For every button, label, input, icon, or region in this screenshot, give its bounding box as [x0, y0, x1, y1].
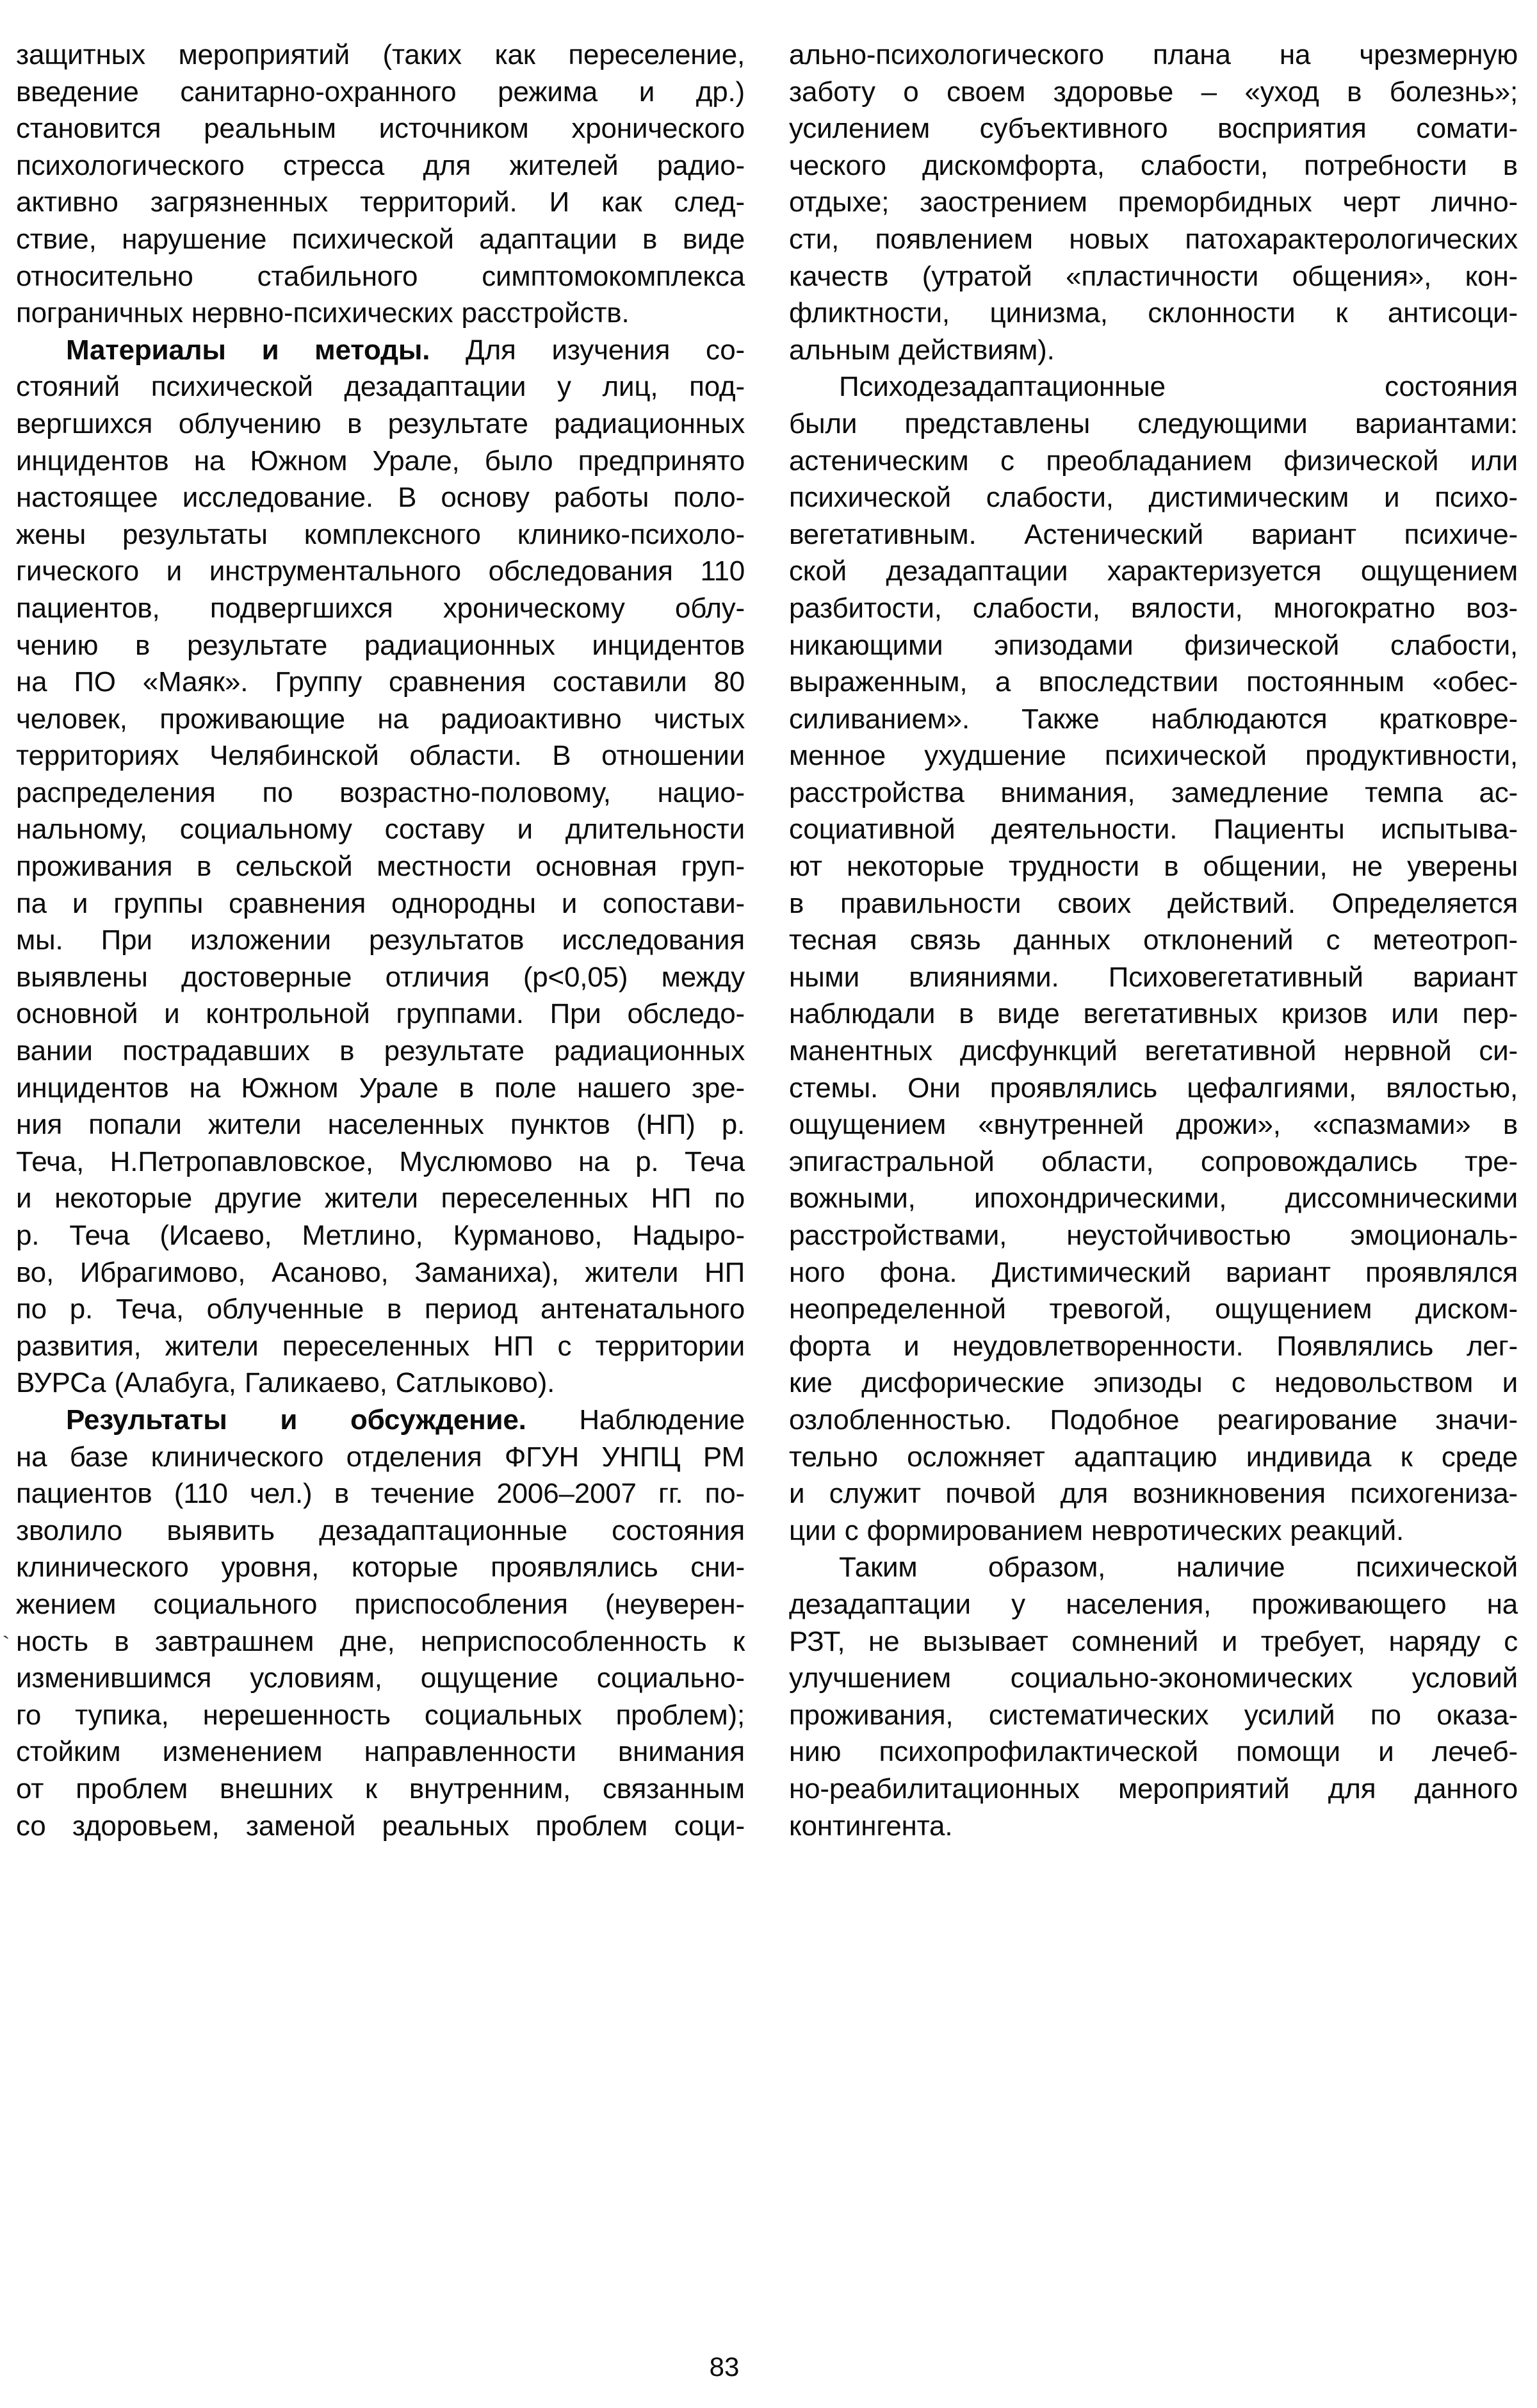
text-line: на ПО «Маяк». Группу сравнения составили 80	[16, 666, 745, 698]
text-line: распределения по возрастно-половому, нацио-	[16, 776, 745, 808]
text-line: вегетативным. Астенический вариант психиче-	[789, 518, 1518, 550]
page-number: 83	[709, 2352, 740, 2382]
text-line: сти, появлением новых патохарактерологических	[789, 223, 1518, 255]
text-line: ния попали жители населенных пунктов (НП) р.	[16, 1109, 745, 1141]
text-line: неопределенной тревогой, ощущением диском-	[789, 1293, 1518, 1325]
text-line: настоящее исследование. В основу работы поло-	[16, 482, 745, 514]
text-line: психологического стресса для жителей радио-	[16, 149, 745, 181]
text-line: человек, проживающие на радиоактивно чистых	[16, 703, 745, 735]
text-line: контингента.	[789, 1810, 953, 1842]
paragraph-run-in-heading: Материалы и методы.	[66, 334, 430, 366]
text-line: дезадаптации у населения, проживающего на	[789, 1588, 1518, 1620]
text-line: тельно осложняет адаптацию индивида к среде	[789, 1441, 1518, 1473]
text-line: наблюдали в виде вегетативных кризов или пер-	[789, 998, 1518, 1030]
text-line: вергшихся облучению в результате радиационных	[16, 407, 745, 439]
text-line: вожными, ипохондрическими, диссомническими	[789, 1183, 1518, 1215]
text-line: Теча, Н.Петропавловское, Муслюмово на р. Теча	[16, 1145, 745, 1177]
text-line: проживания в сельской местности основная груп-	[16, 851, 745, 883]
text-line: фликтности, цинизма, склонности к антисоци-	[789, 297, 1518, 329]
text-line: стемы. Они проявлялись цефалгиями, вялостью,	[789, 1072, 1518, 1104]
text-line: со здоровьем, заменой реальных проблем соци-	[16, 1810, 745, 1842]
text-line: развития, жители переселенных НП с территории	[16, 1330, 745, 1362]
text-line: кие дисфорические эпизоды с недовольством и	[789, 1367, 1518, 1399]
text-line: активно загрязненных территорий. И как след-	[16, 186, 745, 218]
text-line: относительно стабильного симптомокомплекса	[16, 260, 745, 292]
text-line: чению в результате радиационных инцидентов	[16, 629, 745, 661]
text-line: заботу о своем здоровье – «уход в болезнь»;	[789, 76, 1518, 108]
text-line: ально-психологического плана на чрезмерную	[789, 39, 1518, 70]
text-line: го тупика, нерешенность социальных проблем);	[16, 1699, 745, 1731]
text-line: ВУРСа (Алабуга, Галикаево, Сатлыково).	[16, 1367, 555, 1399]
text-line: стояний психической дезадаптации у лиц, под-	[16, 371, 745, 403]
text-line: форта и неудовлетворенности. Появлялись лег-	[789, 1330, 1518, 1362]
text-line: но-реабилитационных мероприятий для данного	[789, 1773, 1518, 1805]
text-line: отдыхе; заострением преморбидных черт лично-	[789, 186, 1518, 218]
text-line: расстройствами, неустойчивостью эмоциональ-	[789, 1220, 1518, 1251]
text-line: и служит почвой для возникновения психогениза-	[789, 1478, 1518, 1510]
text-line: ствие, нарушение психической адаптации в виде	[16, 223, 745, 255]
text-line: р. Теча (Исаево, Метлино, Курманово, Надыро-	[16, 1220, 745, 1251]
paragraph	[789, 37, 1518, 368]
text-line: Психодезадаптационные состояния	[839, 371, 1518, 403]
text-line: ощущением «внутренней дрожи», «спазмами» в	[789, 1109, 1518, 1141]
text-line: психической слабости, дистимическим и психо-	[789, 482, 1518, 514]
text-line: мы. При изложении результатов исследования	[16, 924, 745, 956]
text-line: РЗТ, не вызывает сомнений и требует, наряду с	[789, 1625, 1518, 1657]
text-line: проживания, систематических усилий по оказа-	[789, 1699, 1518, 1731]
text-line: озлобленностью. Подобное реагирование значи-	[789, 1404, 1518, 1436]
text-line: во, Ибрагимово, Асаново, Заманиха), жители НП	[16, 1256, 745, 1288]
text-line: социативной деятельности. Пациенты испытыва-	[789, 814, 1518, 846]
text-line: были представлены следующими вариантами:	[789, 407, 1518, 439]
text-line: эпигастральной области, сопровождались тре-	[789, 1145, 1518, 1177]
text-line: улучшением социально-экономических условий	[789, 1662, 1518, 1694]
paragraph-run-in-heading: Результаты и обсуждение.	[66, 1404, 526, 1436]
text-line: манентных дисфункций вегетативной нервной си-	[789, 1035, 1518, 1067]
text-line: защитных мероприятий (таких как переселение,	[16, 39, 745, 70]
text-line: выраженным, а впоследствии постоянным «обес-	[789, 666, 1518, 698]
text-line: нию психопрофилактической помощи и лечеб-	[789, 1736, 1518, 1768]
text-line: ции с формированием невротических реакций.	[789, 1514, 1404, 1546]
text-line: Таким образом, наличие психической	[839, 1552, 1518, 1584]
text-line: Результаты и обсуждение. Наблюдение	[66, 1404, 745, 1436]
text-line: пациентов, подвергшихся хроническому облу-	[16, 592, 745, 624]
text-line: на базе клинического отделения ФГУН УНПЦ РМ	[16, 1441, 745, 1473]
text-line: территориях Челябинской области. В отношении	[16, 740, 745, 772]
scan-artifact: `	[1, 1632, 13, 1657]
text-line: пациентов (110 чел.) в течение 2006–2007 гг. по-	[16, 1478, 745, 1510]
text-line: вании пострадавших в результате радиационных	[16, 1035, 745, 1067]
text-line: ного фона. Дистимический вариант проявлялся	[789, 1256, 1518, 1288]
text-line: никающими эпизодами физической слабости,	[789, 629, 1518, 661]
text-line: ными влияниями. Психовегетативный вариант	[789, 961, 1518, 993]
text-line: Материалы и методы. Для изучения со-	[66, 334, 745, 366]
text-line: силиванием». Также наблюдаются кратковре-	[789, 703, 1518, 735]
text-line: нальному, социальному составу и длительности	[16, 814, 745, 846]
text-line: па и группы сравнения однородны и сопостави-	[16, 887, 745, 919]
text-line: разбитости, слабости, вялости, многократно воз-	[789, 592, 1518, 624]
text-line: ческого дискомфорта, слабости, потребности в	[789, 149, 1518, 181]
paragraph	[789, 368, 1518, 1549]
column-left	[16, 37, 745, 1844]
text-line: становится реальным источником хронического	[16, 113, 745, 145]
text-line: зволило выявить дезадаптационные состояния	[16, 1514, 745, 1546]
text-line: менное ухудшение психической продуктивности,	[789, 740, 1518, 772]
text-line: жены результаты комплексного клинико-психоло-	[16, 518, 745, 550]
text-line: расстройства внимания, замедление темпа ас-	[789, 776, 1518, 808]
text-line: гического и инструментального обследования 110	[16, 555, 745, 587]
text-line: клинического уровня, которые проявлялись сни-	[16, 1552, 745, 1584]
text-line: альным действиям).	[789, 334, 1055, 366]
text-line: ность в завтрашнем дне, неприспособленность к	[16, 1625, 745, 1657]
paragraph	[789, 1549, 1518, 1844]
text-line: стойким изменением направленности внимания	[16, 1736, 745, 1768]
text-line: инцидентов на Южном Урале, было предпринято	[16, 445, 745, 477]
text-line: и некоторые другие жители переселенных НП по	[16, 1183, 745, 1215]
paragraph	[16, 37, 745, 332]
text-line: выявлены достоверные отличия (p<0,05) между	[16, 961, 745, 993]
text-line: тесная связь данных отклонений с метеотроп-	[789, 924, 1518, 956]
text-line: по р. Теча, облученные в период антенатального	[16, 1293, 745, 1325]
text-line: основной и контрольной группами. При обследо-	[16, 998, 745, 1030]
text-line: в правильности своих действий. Определяется	[789, 887, 1518, 919]
text-line: усилением субъективного восприятия сомати-	[789, 113, 1518, 145]
text-line: астеническим с преобладанием физической или	[789, 445, 1518, 477]
column-right	[789, 37, 1518, 1844]
text-line: качеств (утратой «пластичности общения», кон-	[789, 260, 1518, 292]
text-line: инцидентов на Южном Урале в поле нашего зре-	[16, 1072, 745, 1104]
text-line: жением социального приспособления (неуверен-	[16, 1588, 745, 1620]
text-line: изменившимся условиям, ощущение социально-	[16, 1662, 745, 1694]
paragraph	[16, 332, 745, 1402]
paragraph	[16, 1402, 745, 1844]
text-line: введение санитарно-охранного режима и др.)	[16, 76, 745, 108]
text-line: от проблем внешних к внутренним, связанным	[16, 1773, 745, 1805]
text-line: ской дезадаптации характеризуется ощущением	[789, 555, 1518, 587]
text-line: пограничных нервно-психических расстройств.	[16, 297, 630, 329]
text-line: ют некоторые трудности в общении, не уверены	[789, 851, 1518, 883]
